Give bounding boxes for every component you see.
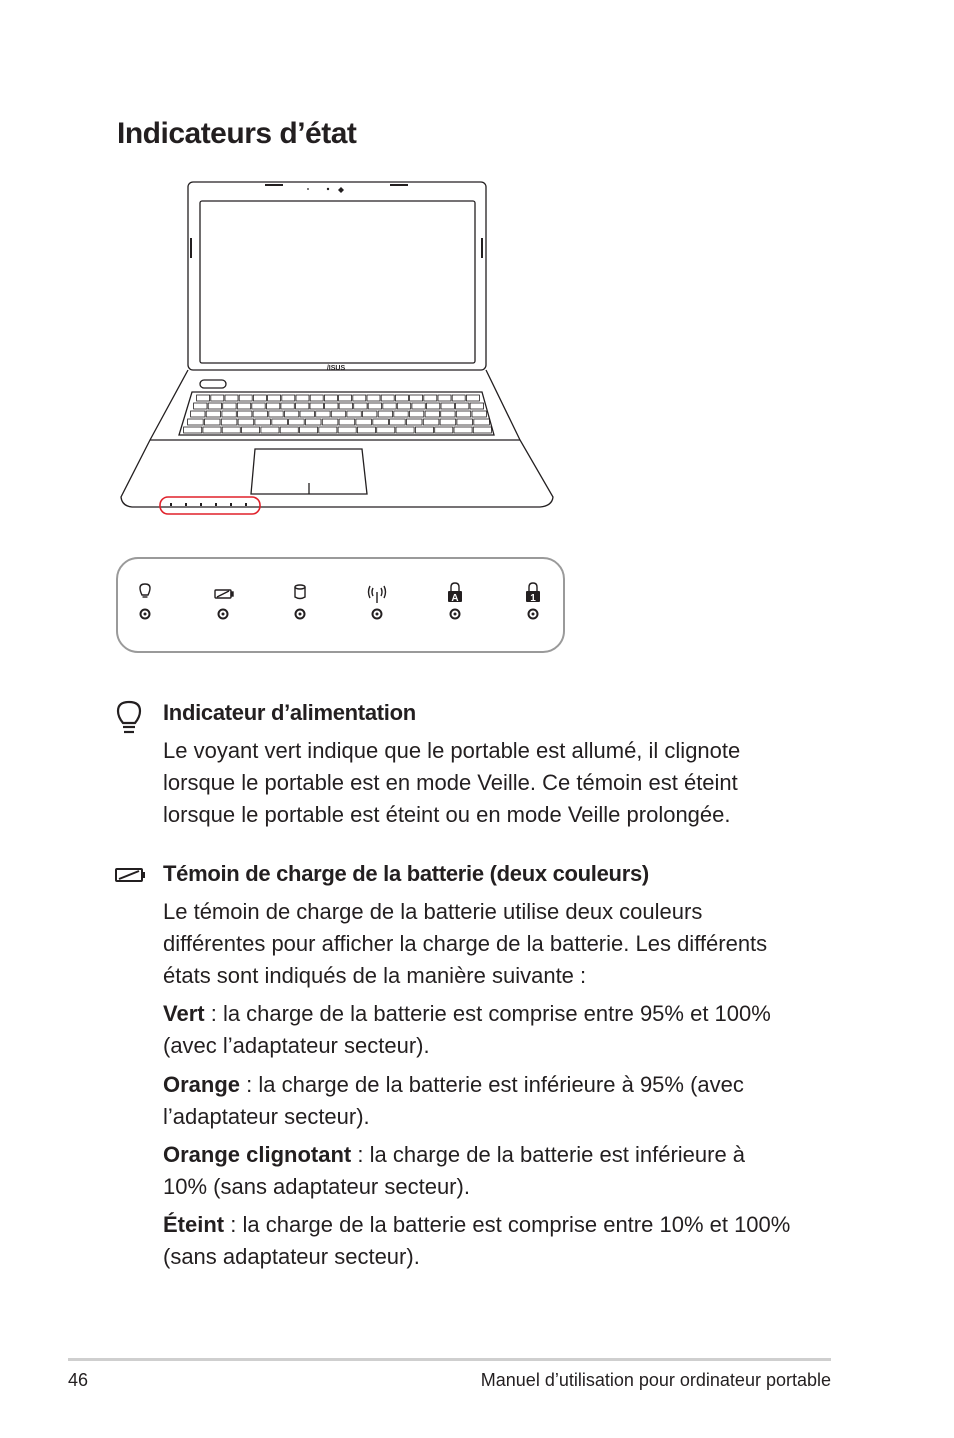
battery-indicator-intro: Le témoin de charge de la batterie utilise deux couleurs différentes pour afficher la charge de la batterie. Les différents états sont indiqués de la manière suivante :: [163, 899, 768, 988]
keyboard-key: [197, 395, 210, 401]
svg-text:A: A: [451, 593, 459, 604]
keyboard-key: [208, 403, 221, 409]
page-number: 46: [68, 1370, 89, 1390]
keyboard-key: [452, 395, 465, 401]
battery-state-off: Éteint : la charge de la batterie est comprise entre 10% et 100% (sans adaptateur secteur).: [163, 1212, 791, 1269]
keyboard-key: [412, 403, 425, 409]
keyboard-key: [253, 411, 267, 417]
keyboard-key: [472, 411, 486, 417]
keyboard-key: [324, 395, 337, 401]
power-indicator-description: Le voyant vert indique que le portable est allumé, il clignote lorsque le portable est en mode Veille. Ce témoin est éteint lorsque le portable est éteint ou en mode Veille prolongée.: [163, 738, 741, 827]
keyboard-key: [339, 395, 352, 401]
battery-state-green: Vert : la charge de la batterie est comprise entre 95% et 100% (avec l’adaptateur secteur).: [163, 1001, 771, 1058]
keyboard-key: [188, 419, 204, 425]
svg-text:1: 1: [530, 593, 536, 604]
battery-state-orange-blinking: Orange clignotant : la charge de la batterie est inférieure à 10% (sans adaptateur secteur).: [163, 1142, 746, 1199]
keyboard-key: [238, 419, 254, 425]
keyboard-key: [363, 411, 377, 417]
keyboard-key: [284, 411, 298, 417]
keyboard-key: [222, 411, 236, 417]
keyboard-key: [438, 395, 451, 401]
battery-state-orange: Orange : la charge de la batterie est inférieure à 95% (avec l’adaptateur secteur).: [163, 1072, 744, 1129]
keyboard-key: [211, 395, 224, 401]
battery-icon: [215, 590, 233, 598]
keyboard-key: [242, 427, 260, 433]
keyboard-key: [222, 427, 240, 433]
keyboard-key: [191, 411, 205, 417]
keyboard-key: [223, 403, 236, 409]
keyboard-key: [225, 395, 238, 401]
keyboard-key: [397, 403, 410, 409]
keyboard-key: [456, 411, 470, 417]
keyboard-key: [378, 411, 392, 417]
keyboard-key: [322, 419, 338, 425]
keyboard-key: [296, 395, 309, 401]
keyboard-key: [353, 395, 366, 401]
keyboard-key: [239, 395, 252, 401]
keyboard-key: [435, 427, 453, 433]
keyboard-key: [395, 395, 408, 401]
keyboard-key: [255, 419, 271, 425]
keyboard-key: [221, 419, 237, 425]
keyboard-key: [206, 411, 220, 417]
keyboard-key: [331, 411, 345, 417]
keyboard-key: [415, 427, 433, 433]
keyboard-key: [409, 411, 423, 417]
keyboard-key: [424, 395, 437, 401]
keyboard-key: [280, 427, 298, 433]
hdd-icon: [295, 585, 305, 599]
keyboard-key: [441, 411, 455, 417]
keyboard-key: [470, 403, 483, 409]
led-dots: [141, 610, 538, 619]
keyboard-key: [325, 403, 338, 409]
battery-icon: [114, 864, 150, 886]
num-lock-icon: [529, 583, 537, 591]
battery-indicator-heading: Témoin de charge de la batterie (deux couleurs): [163, 861, 649, 886]
keyboard-key: [474, 419, 490, 425]
keyboard-key: [410, 395, 423, 401]
keyboard-key: [272, 419, 288, 425]
laptop-illustration: [110, 175, 560, 520]
keyboard-key: [300, 411, 314, 417]
keyboard-key: [268, 395, 281, 401]
keyboard-key: [357, 427, 375, 433]
keyboard-key: [466, 395, 479, 401]
keyboard-key: [381, 395, 394, 401]
keyboard-key: [305, 419, 321, 425]
keyboard-key: [441, 403, 454, 409]
keyboard-key: [237, 403, 250, 409]
keyboard-key: [203, 427, 221, 433]
keyboard-key: [319, 427, 337, 433]
keyboard-key: [390, 419, 406, 425]
keyboard-key: [252, 403, 265, 409]
keyboard-key: [406, 419, 422, 425]
page-title: Indicateurs d’état: [117, 117, 357, 150]
keyboard-key: [356, 419, 372, 425]
power-icon: [114, 697, 146, 737]
keyboard-key: [440, 419, 456, 425]
keyboard-key: [289, 419, 305, 425]
keyboard-key: [368, 403, 381, 409]
keyboard-key: [373, 419, 389, 425]
keyboard-key: [316, 411, 330, 417]
keyboard-key: [354, 403, 367, 409]
keyboard-key: [281, 403, 294, 409]
keyboard-key: [282, 395, 295, 401]
keyboard-key: [266, 403, 279, 409]
keyboard-key: [426, 403, 439, 409]
keyboard-key: [269, 411, 283, 417]
keyboard-key: [253, 395, 266, 401]
keyboard-key: [310, 403, 323, 409]
keyboard-key: [454, 427, 472, 433]
keyboard-key: [339, 419, 355, 425]
keyboard-key: [296, 403, 309, 409]
caps-lock-icon: [451, 583, 459, 591]
keyboard-key: [396, 427, 414, 433]
keyboard-key: [300, 427, 318, 433]
keyboard-key: [473, 427, 491, 433]
keyboard-key: [457, 419, 473, 425]
keyboard-key: [377, 427, 395, 433]
keyboard-key: [339, 403, 352, 409]
keyboard-key: [347, 411, 361, 417]
indicator-panel-icons: [116, 557, 565, 653]
keyboard-key: [310, 395, 323, 401]
keyboard-key: [425, 411, 439, 417]
keyboard-key: [238, 411, 252, 417]
keyboard-key: [423, 419, 439, 425]
footer-divider: [68, 1358, 831, 1361]
keyboard-key: [184, 427, 202, 433]
keyboard-key: [194, 403, 207, 409]
power-icon: [140, 584, 150, 597]
keyboard-key: [394, 411, 408, 417]
manual-title: Manuel d’utilisation pour ordinateur portable: [480, 1370, 831, 1390]
keyboard-key: [261, 427, 279, 433]
keyboard-key: [383, 403, 396, 409]
keyboard-key: [456, 403, 469, 409]
keyboard-key: [367, 395, 380, 401]
wireless-icon: [369, 586, 386, 603]
power-indicator-heading: Indicateur d’alimentation: [163, 700, 416, 725]
keyboard-key: [338, 427, 356, 433]
keyboard-key: [204, 419, 220, 425]
asus-logo: /ISUS: [326, 365, 346, 372]
